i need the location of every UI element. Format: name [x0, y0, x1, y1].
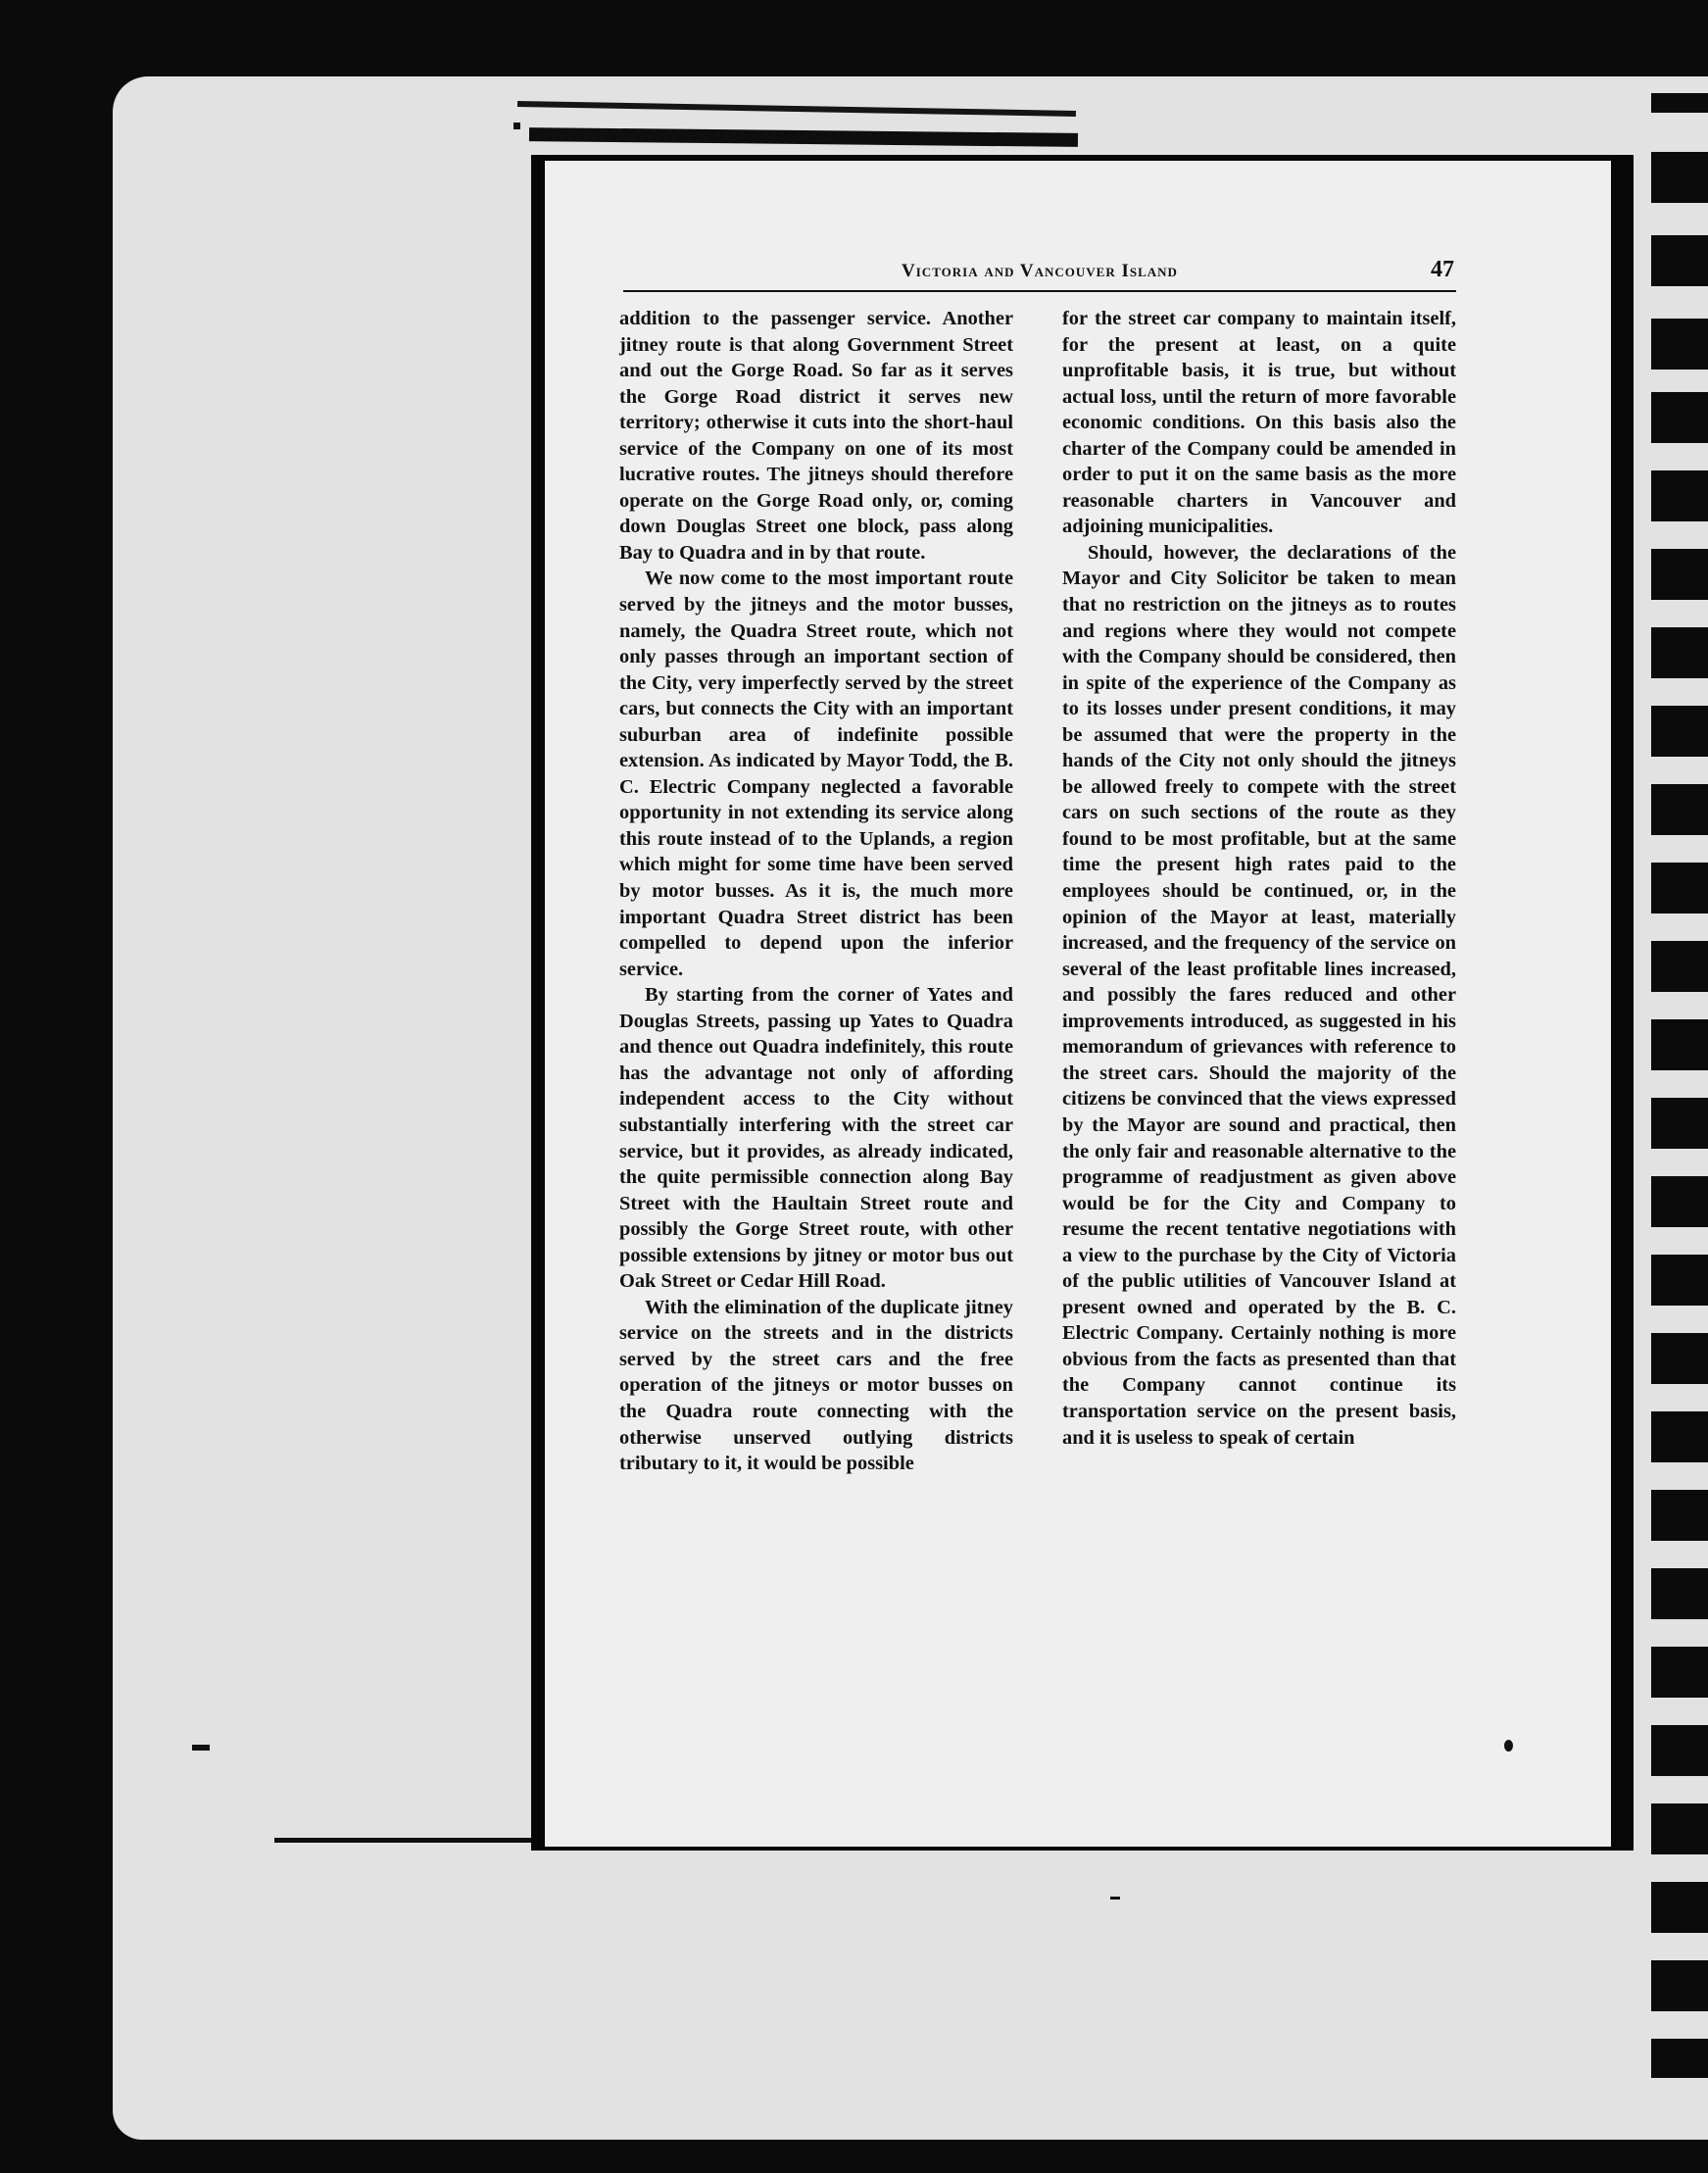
- paragraph: addition to the passenger service. Another jitney route is that along Government Street and out the Gorge Road. So far as it serves the Gorge Road district it serves new territory; otherwise it cuts into the short-haul service of the Company on one of its most lucrative routes. The jitneys should therefore operate on the Gorge Road only, or, coming down Douglas Street one block, pass along Bay to Quadra and in by that route.: [619, 308, 1013, 564]
- text-column-left: [619, 306, 1013, 1477]
- paragraph: Should, however, the declarations of the Mayor and City Solicitor be taken to mean that no restriction on the jitneys as to routes and regions where they would not compete with the Company should be considered, then in spite of the experience of the Company as to its losses under present conditions, it may be assumed that were the property in the hands of the City not only should the jitneys be allowed freely to compete with the street cars on such sections of the route as they found to be most profitable, but at the same time the present high rates paid to the employees should be continued, or, in the opinion of the Mayor at least, materially increased, and the frequency of the service on several of the least profitable lines increased, and possibly the fares reduced and other improvements introduced, as suggested in his memorandum of grievances with reference to the street cars. Should the majority of the citizens be convinced that the views expressed by the Mayor are sound and practical, then the only fair and reasonable alternative to the programme of readjustment as given above would be for the City and Company to resume the recent tentative negotiations with a view to the purchase by the City of Victoria of the public utilities of Vancouver Island at present owned and operated by the B. C. Electric Company. Certainly nothing is more obvious from the facts as presented than that the Company cannot continue its transportation service on the present basis, and it is useless to speak of certain: [1062, 541, 1456, 1449]
- paragraph: We now come to the most important route served by the jitneys and the motor busses, namely, the Quadra Street route, which not only passes through an important section of the City, very imperfectly served by the street cars, but connects the City with an important suburban area of indefinite possible extension. As indicated by Mayor Todd, the B. C. Electric Company neglected a favorable opportunity in not extending its service along this route instead of to the Uplands, a region which might for some time have been served by motor busses. As it is, the much more important Quadra Street district has been compelled to depend upon the inferior service.: [619, 568, 1013, 980]
- scan-artifact-bar: [274, 1838, 554, 1843]
- ink-speck: [513, 123, 520, 129]
- spiral-binding: [1639, 93, 1708, 2112]
- paragraph: By starting from the corner of Yates and Douglas Streets, passing up Yates to Quadra and thence out Quadra indefinitely, this route has the advantage not only of affording independent access to the City without substantially interfering with the street car service, but it provides, as already indicated, the quite permissible connection along Bay Street with the Haultain Street route and possibly the Gorge Street route, with other possible extensions by jitney or motor bus out Oak Street or Cedar Hill Road.: [619, 984, 1013, 1293]
- ink-speck: [1504, 1740, 1513, 1752]
- page-header: [623, 255, 1456, 292]
- page-number: 47: [1431, 257, 1454, 282]
- running-head: Victoria and Vancouver Island: [902, 261, 1178, 281]
- ink-speck: [192, 1745, 210, 1751]
- paragraph: for the street car company to maintain itself, for the present at least, on a quite unprofitable basis, it is true, but without actual loss, until the return of more favorable economic conditions. On this basis also the charter of the Company could be amended in order to put it on the same basis as the more reasonable charters in Vancouver and adjoining municipalities.: [1062, 308, 1456, 538]
- text-column-right: [1062, 306, 1456, 1451]
- paragraph: With the elimination of the duplicate jitney service on the streets and in the districts served by the street cars and the free operation of the jitneys or motor busses on the Quadra route connecting with the otherwise unserved outlying districts tributary to it, it would be possible: [619, 1296, 1013, 1475]
- ink-speck: [1110, 1897, 1120, 1900]
